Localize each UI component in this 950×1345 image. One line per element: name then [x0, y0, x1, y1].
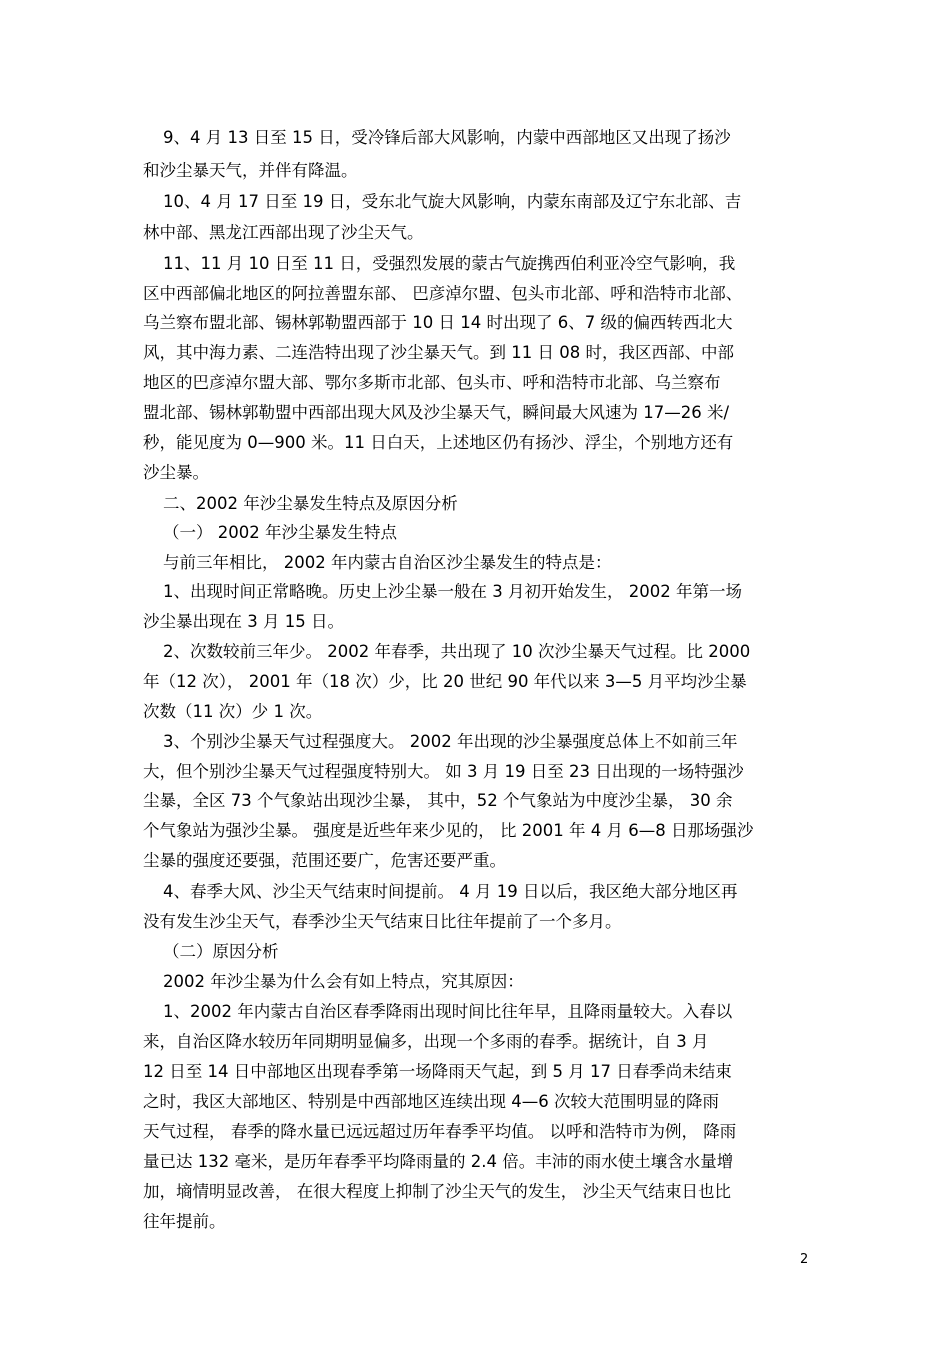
- paragraph-first-line: 3、个别沙尘暴天气过程强度大。 2002 年出现的沙尘暴强度总体上不如前三年: [163, 732, 738, 751]
- paragraph-line: 之时，我区大部地区、特别是中西部地区连续出现 4—6 次较大范围明显的降雨: [143, 1092, 719, 1111]
- paragraph-line: 来，自治区降水较历年同期明显偏多，出现一个多雨的春季。据统计，自 3 月: [143, 1032, 709, 1051]
- paragraph-first-line: 11、11 月 10 日至 11 日，受强烈发展的蒙古气旋携西伯利亚冷空气影响，我: [163, 254, 736, 273]
- paragraph-line: 秒，能见度为 0—900 米。11 日白天，上述地区仍有扬沙、浮尘，个别地方还有: [143, 433, 734, 452]
- paragraph-line: 个气象站为强沙尘暴。 强度是近些年来少见的， 比 2001 年 4 月 6—8 日那场强沙: [143, 821, 754, 840]
- paragraph-line: 盟北部、锡林郭勒盟中西部出现大风及沙尘暴天气，瞬间最大风速为 17—26 米/: [143, 403, 730, 422]
- paragraph-line: 地区的巴彦淖尔盟大部、鄂尔多斯市北部、包头市、呼和浩特市北部、乌兰察布: [143, 373, 721, 392]
- paragraph-first-line: 2002 年沙尘暴为什么会有如上特点，究其原因：: [163, 972, 524, 991]
- paragraph-first-line: （二）原因分析: [163, 942, 279, 961]
- paragraph-first-line: 10、4 月 17 日至 19 日，受东北气旋大风影响，内蒙东南部及辽宁东北部、吉: [163, 192, 742, 211]
- paragraph-line: 和沙尘暴天气，并伴有降温。: [143, 161, 358, 180]
- paragraph-first-line: 与前三年相比， 2002 年内蒙古自治区沙尘暴发生的特点是：: [163, 553, 612, 572]
- paragraph-first-line: （一） 2002 年沙尘暴发生特点: [163, 523, 397, 542]
- paragraph-line: 往年提前。: [143, 1212, 226, 1231]
- paragraph-first-line: 二、2002 年沙尘暴发生特点及原因分析: [163, 494, 458, 513]
- paragraph-first-line: 4、春季大风、沙尘天气结束时间提前。 4 月 19 日以后，我区绝大部分地区再: [163, 882, 738, 901]
- paragraph-line: 乌兰察布盟北部、锡林郭勒盟西部于 10 日 14 时出现了 6、7 级的偏西转西北大: [143, 313, 733, 332]
- paragraph-line: 加，墒情明显改善， 在很大程度上抑制了沙尘天气的发生， 沙尘天气结束日也比: [143, 1182, 731, 1201]
- paragraph-line: 没有发生沙尘天气，春季沙尘天气结束日比往年提前了一个多月。: [143, 912, 622, 931]
- paragraph-first-line: 1、出现时间正常略晚。历史上沙尘暴一般在 3 月初开始发生， 2002 年第一场: [163, 582, 742, 601]
- paragraph-line: 沙尘暴。: [143, 463, 209, 482]
- paragraph-first-line: 9、4 月 13 日至 15 日，受冷锋后部大风影响，内蒙中西部地区又出现了扬沙: [163, 128, 731, 147]
- paragraph-line: 12 日至 14 日中部地区出现春季第一场降雨天气起，到 5 月 17 日春季尚未结束: [143, 1062, 732, 1081]
- paragraph-line: 天气过程， 春季的降水量已远远超过历年春季平均值。 以呼和浩特市为例， 降雨: [143, 1122, 737, 1141]
- paragraph-first-line: 1、2002 年内蒙古自治区春季降雨出现时间比往年早，且降雨量较大。入春以: [163, 1002, 733, 1021]
- paragraph-line: 年（12 次）， 2001 年（18 次）少，比 20 世纪 90 年代以来 3—5 月平均沙尘暴: [143, 672, 747, 691]
- paragraph-line: 沙尘暴出现在 3 月 15 日。: [143, 612, 344, 631]
- paragraph-line: 尘暴的强度还要强，范围还要广，危害还要严重。: [143, 851, 506, 870]
- paragraph-line: 量已达 132 毫米，是历年春季平均降雨量的 2.4 倍。丰沛的雨水使土壤含水量增: [143, 1152, 734, 1171]
- paragraph-line: 林中部、黑龙江西部出现了沙尘天气。: [143, 223, 424, 242]
- paragraph-line: 尘暴，全区 73 个气象站出现沙尘暴， 其中，52 个气象站为中度沙尘暴， 30 余: [143, 791, 733, 810]
- paragraph-line: 区中西部偏北地区的阿拉善盟东部、 巴彦淖尔盟、包头市北部、呼和浩特市北部、: [143, 284, 743, 303]
- paragraph-first-line: 2、次数较前三年少。 2002 年春季，共出现了 10 次沙尘暴天气过程。比 2000: [163, 642, 751, 661]
- paragraph-line: 风，其中海力素、二连浩特出现了沙尘暴天气。到 11 日 08 时，我区西部、中部: [143, 343, 734, 362]
- paragraph-line: 大，但个别沙尘暴天气过程强度特别大。 如 3 月 19 日至 23 日出现的一场特强沙: [143, 762, 744, 781]
- paragraph-line: 次数（11 次）少 1 次。: [143, 702, 323, 721]
- page-number: 2: [800, 1252, 809, 1267]
